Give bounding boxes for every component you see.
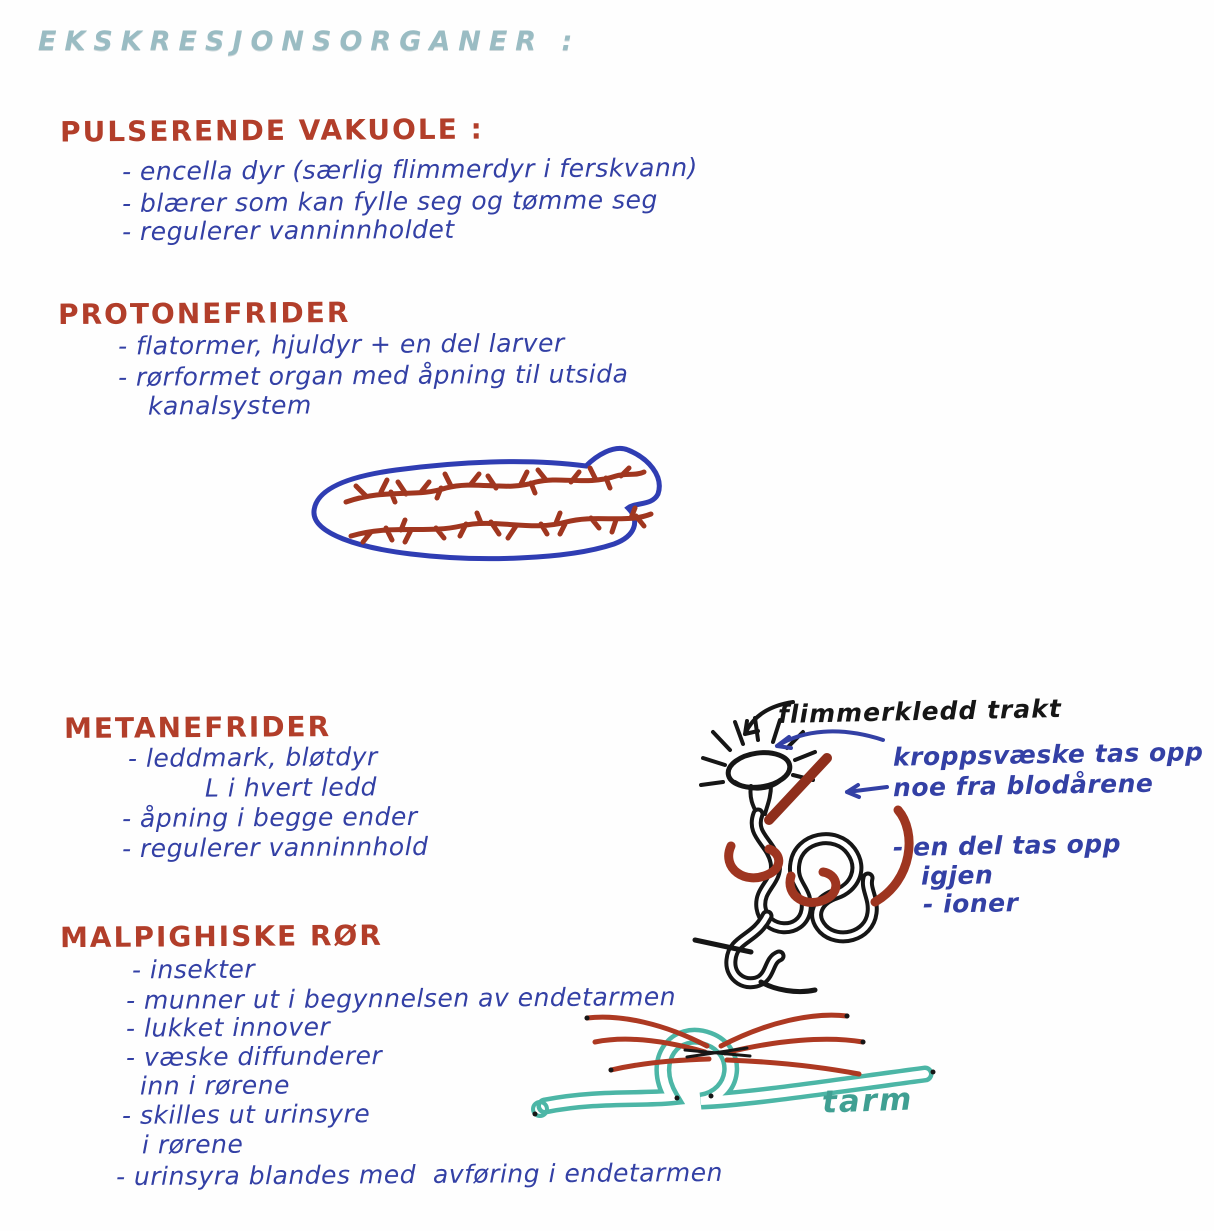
note-line: inn i rørene	[139, 1070, 291, 1101]
note-line: - rørformet organ med åpning til utsida	[117, 359, 629, 392]
note-line: - insekter	[131, 954, 256, 985]
note-line: - flatormer, hjuldyr + en del larver	[117, 328, 565, 361]
section-heading-metanefrider: METANEFRIDER	[63, 710, 332, 745]
section-heading-malpighiske-ror: MALPIGHISKE RØR	[59, 918, 383, 955]
flatworm-drawing	[296, 436, 686, 578]
label-kroppsvaeske: kroppsvæske tas opp	[892, 737, 1204, 772]
note-line: L i hvert ledd	[204, 772, 377, 803]
note-line: - blærer som kan fylle seg og tømme seg	[121, 185, 658, 218]
flatworm-canal-lower	[351, 508, 651, 542]
note-line: - encella dyr (særlig flimmerdyr i ferskvann)	[121, 152, 698, 187]
label-tarm: tarm	[821, 1081, 914, 1121]
note-line: - lukket innover	[125, 1012, 331, 1043]
label-en-del-tas-opp: - en del tas opp	[892, 829, 1122, 862]
note-line: - regulerer vanninnhold	[121, 831, 429, 864]
blood-vessel	[769, 758, 827, 820]
label-blodaarene: noe fra blodårene	[892, 768, 1154, 803]
note-line: i rørene	[141, 1129, 244, 1160]
uptake-arrow-long	[777, 731, 883, 748]
label-ioner: - ioner	[922, 888, 1019, 919]
note-line: kanalsystem	[147, 390, 312, 421]
label-igjen: igjen	[920, 860, 994, 891]
section-heading-protonefrider: PROTONEFRIDER	[57, 295, 351, 332]
note-line: - skilles ut urinsyre	[121, 1099, 371, 1130]
uptake-arrow-short	[847, 785, 887, 797]
note-line: - munner ut i begynnelsen av endetarmen	[125, 982, 677, 1015]
page-title: EKSKRESJONSORGANER :	[38, 26, 581, 57]
note-line: - åpning i begge ender	[121, 801, 418, 834]
note-line: - urinsyra blandes med avføring i endetarmen	[115, 1157, 723, 1192]
label-flimmerkledd-trakt: flimmerkledd trakt	[777, 694, 1063, 729]
note-line: - regulerer vanninnholdet	[121, 214, 455, 247]
section-heading-pulserende-vakuole: PULSERENDE VAKUOLE :	[59, 112, 484, 149]
note-line: - væske diffunderer	[125, 1041, 383, 1072]
note-line: - leddmark, bløtdyr	[127, 742, 378, 773]
